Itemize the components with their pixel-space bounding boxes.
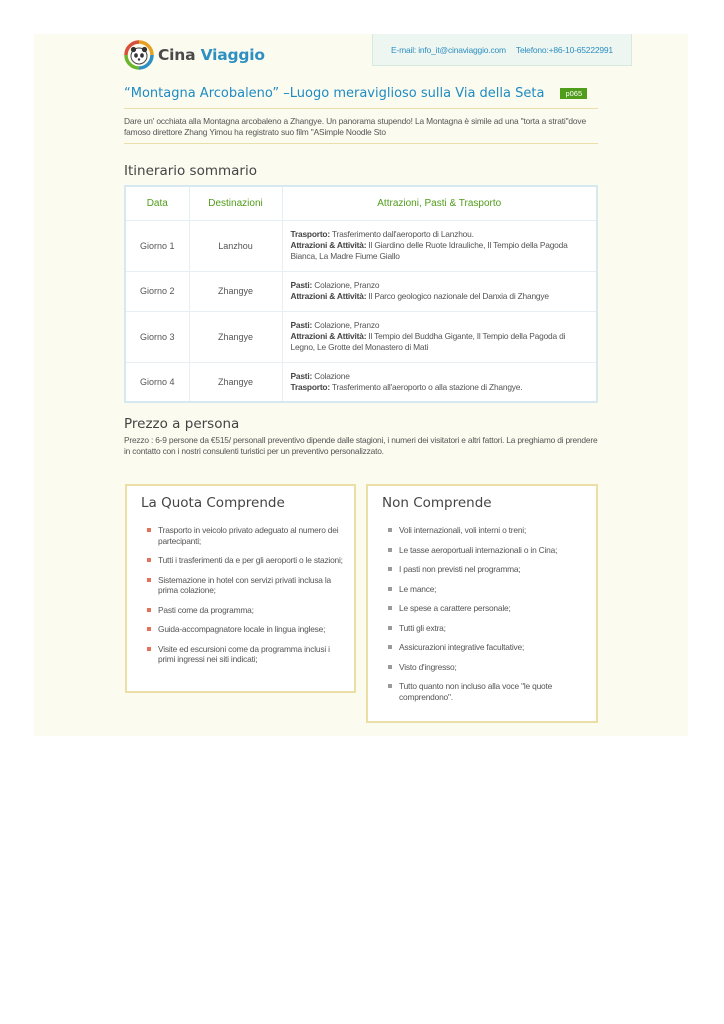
table-row bbox=[125, 362, 597, 402]
contact-bar bbox=[372, 34, 632, 66]
bullet-icon bbox=[388, 645, 392, 649]
destination-cell: Zhangye bbox=[189, 311, 282, 362]
day-cell: Giorno 3 bbox=[125, 311, 189, 362]
list-item: Trasporto in veicolo privato adeguato al numero dei partecipanti; bbox=[147, 525, 344, 546]
list-item: Le tasse aeroportuali internazionali o in Cina; bbox=[388, 545, 586, 556]
destination-cell: Zhangye bbox=[189, 362, 282, 402]
list-item: Tutto quanto non incluso alla voce "le quote comprendono". bbox=[388, 681, 586, 702]
detail-label: Trasporto: bbox=[290, 381, 330, 392]
itinerary-heading: Itinerario sommario bbox=[124, 163, 257, 179]
detail-label: Attrazioni & Attività: bbox=[290, 291, 367, 301]
list-item: Tutti i trasferimenti da e per gli aeroporti o le stazioni; bbox=[147, 555, 344, 566]
detail-text: Colazione, Pranzo bbox=[312, 320, 380, 330]
detail-text: Il Giardino delle Ruote Idrauliche, Il Tempio della Pagoda Bianca, La Madre Fiume Giallo bbox=[290, 240, 568, 261]
excluded-heading: Non Comprende bbox=[382, 495, 492, 511]
bullet-icon bbox=[388, 684, 392, 688]
day-cell: Giorno 1 bbox=[125, 220, 189, 271]
bullet-icon bbox=[388, 626, 392, 630]
detail-text: Colazione bbox=[312, 370, 350, 381]
panda-logo-icon bbox=[124, 40, 154, 70]
price-text: Prezzo : 6-9 persone da €515/ personalI preventivo dipende dalle stagioni, i numeri dei visitatori e altri fattori. La preghiamo di prendere in contatto con i nostri consulenti turistici per un preventivo personalizzato. bbox=[124, 435, 598, 456]
logo-text bbox=[158, 46, 265, 64]
list-item: Tutti gli extra; bbox=[388, 623, 586, 634]
list-item: Le spese a carattere personale; bbox=[388, 603, 586, 614]
tour-intro: Dare un' occhiata alla Montagna arcobaleno a Zhangye. Un panorama stupendo! La Montagna è simile ad una "torta a strati"dove famoso direttore Zhang Yimou ha registrato suo film "ASimple Noodle Sto bbox=[124, 116, 586, 137]
included-heading: La Quota Comprende bbox=[141, 495, 285, 511]
detail-text: Il Parco geologico nazionale del Danxia di Zhangye bbox=[366, 291, 549, 301]
column-header-destination: Destinazioni bbox=[189, 186, 282, 220]
list-item: Sistemazione in hotel con servizi privati inclusa la prima colazione; bbox=[147, 575, 344, 596]
table-row bbox=[125, 311, 597, 362]
bullet-icon bbox=[147, 528, 151, 532]
table-row bbox=[125, 220, 597, 271]
list-item: Visite ed escursioni come da programma inclusi i primi ingressi nei siti indicati; bbox=[147, 644, 344, 665]
detail-text: Il Tempio del Buddha Gigante, Il Tempio della Pagoda di Legno, Le Grotte del Monastero di Mati bbox=[290, 331, 566, 352]
bullet-icon bbox=[147, 558, 151, 562]
day-cell: Giorno 4 bbox=[125, 362, 189, 402]
details-cell bbox=[282, 220, 597, 271]
destination-cell: Lanzhou bbox=[189, 220, 282, 271]
contact-email[interactable]: E-mail: info_it@cinaviaggio.com bbox=[391, 44, 506, 55]
contact-phone[interactable]: Telefono:+86-10-65222991 bbox=[515, 44, 613, 55]
details-cell bbox=[282, 311, 597, 362]
divider bbox=[124, 143, 598, 144]
detail-label: Pasti: bbox=[290, 280, 313, 290]
list-item: I pasti non previsti nel programma; bbox=[388, 564, 586, 575]
tour-title-row bbox=[124, 86, 598, 101]
logo-word-1: Cina bbox=[158, 46, 196, 64]
list-item: Assicurazioni integrative facultative; bbox=[388, 642, 586, 653]
bullet-icon bbox=[388, 528, 392, 532]
tour-code-badge: p065 bbox=[560, 88, 587, 99]
tour-title: “Montagna Arcobaleno” –Luogo meraviglioso sulla Via della Seta bbox=[124, 86, 545, 101]
bullet-icon bbox=[147, 647, 151, 651]
included-list bbox=[147, 525, 344, 665]
detail-label: Trasporto: bbox=[290, 229, 330, 239]
bullet-icon bbox=[388, 587, 392, 591]
list-item: Voli internazionali, voli interni o treni; bbox=[388, 525, 586, 536]
list-item: Guida-accompagnatore locale in lingua inglese; bbox=[147, 624, 344, 635]
detail-label: Attrazioni & Attività: bbox=[290, 331, 367, 341]
list-item: Visto d'ingresso; bbox=[388, 662, 586, 673]
bullet-icon bbox=[147, 578, 151, 582]
itinerary-table bbox=[124, 185, 598, 403]
bullet-icon bbox=[388, 606, 392, 610]
logo-word-2: Viaggio bbox=[200, 46, 265, 64]
excluded-list bbox=[388, 525, 586, 702]
detail-text: Trasferimento all'aeroporto o alla stazione di Zhangye. bbox=[329, 381, 523, 392]
logo[interactable] bbox=[124, 38, 265, 72]
column-header-details: Attrazioni, Pasti & Trasporto bbox=[282, 186, 597, 220]
day-cell: Giorno 2 bbox=[125, 271, 189, 311]
price-heading: Prezzo a persona bbox=[124, 416, 240, 432]
bullet-icon bbox=[388, 548, 392, 552]
bullet-icon bbox=[147, 627, 151, 631]
bullet-icon bbox=[388, 665, 392, 669]
column-header-date: Data bbox=[125, 186, 189, 220]
list-item: Le mance; bbox=[388, 584, 586, 595]
detail-text: Colazione, Pranzo bbox=[312, 280, 380, 290]
detail-label: Attrazioni & Attività: bbox=[290, 240, 367, 250]
detail-text: Trasferimento dall'aeroporto di Lanzhou. bbox=[329, 229, 474, 239]
included-box bbox=[125, 484, 356, 693]
table-header-row bbox=[125, 186, 597, 220]
excluded-box bbox=[366, 484, 598, 723]
detail-label: Pasti: bbox=[290, 320, 313, 330]
list-item: Pasti come da programma; bbox=[147, 605, 344, 616]
details-cell bbox=[282, 362, 597, 402]
divider bbox=[124, 108, 598, 109]
details-cell bbox=[282, 271, 597, 311]
bullet-icon bbox=[147, 608, 151, 612]
detail-label: Pasti: bbox=[290, 370, 313, 381]
table-row bbox=[125, 271, 597, 311]
destination-cell: Zhangye bbox=[189, 271, 282, 311]
bullet-icon bbox=[388, 567, 392, 571]
